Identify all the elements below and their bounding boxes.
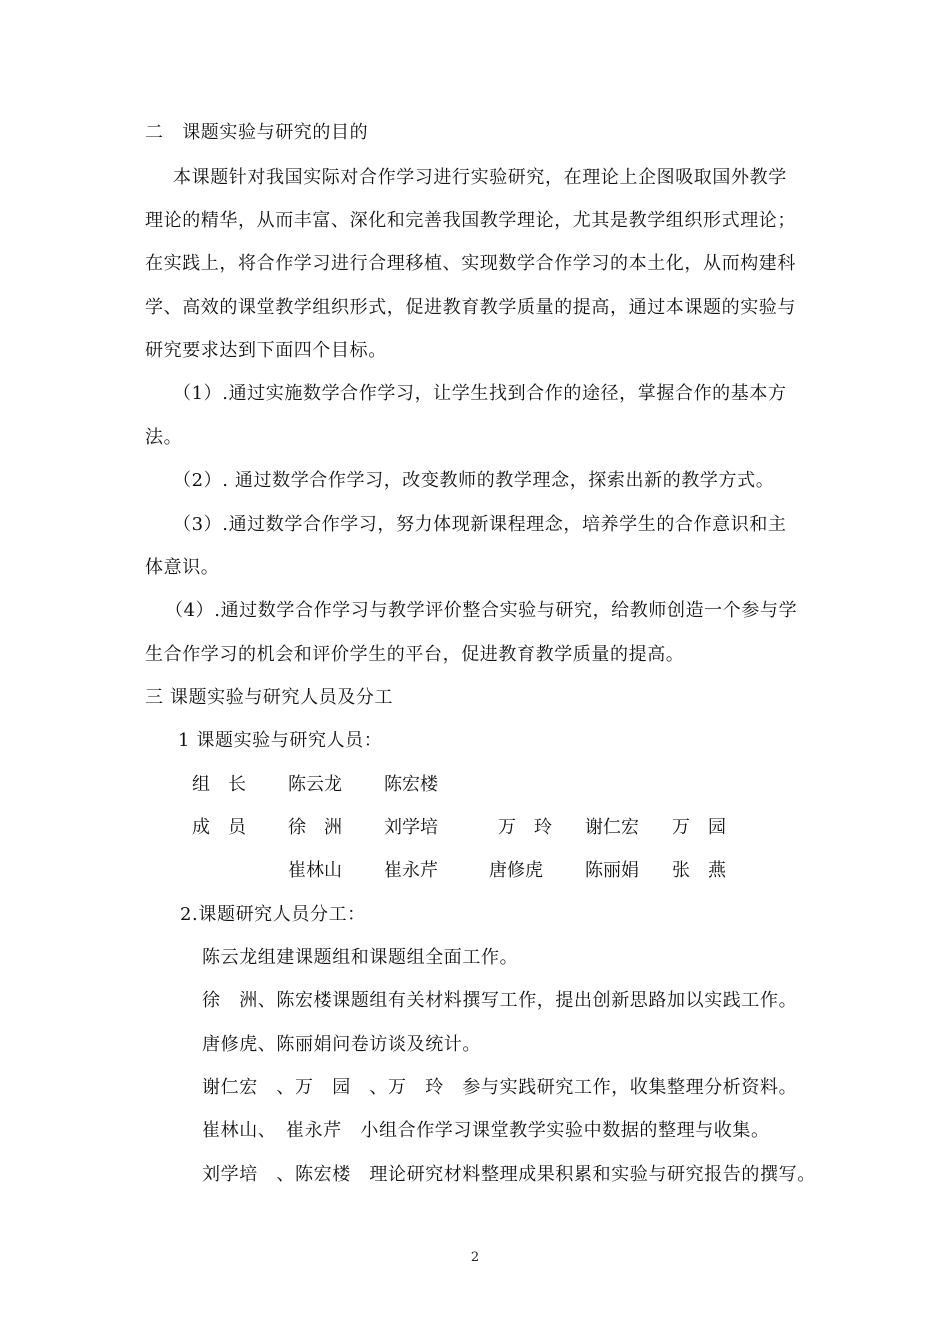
goal-line: （2）. 通过数学合作学习，改变教师的教学理念，探索出新的教学方式。 (173, 470, 775, 491)
member-name: 万 玲 (498, 817, 552, 838)
division-line: 陈云龙组建课题组和课题组全面工作。 (202, 947, 519, 968)
division-line: 徐 洲、陈宏楼课题组有关材料撰写工作，提出创新思路加以实践工作。 (202, 990, 798, 1011)
member-name: 万 园 (672, 817, 726, 838)
member-name: 张 燕 (672, 860, 726, 881)
member-name: 唐修虎 (489, 860, 543, 881)
member-name: 谢仁宏 (585, 817, 639, 838)
division-line: 谢仁宏 、万 园 、万 玲 参与实践研究工作，收集整理分析资料。 (202, 1077, 798, 1098)
section-heading: 二 课题实验与研究的目的 (145, 122, 369, 143)
goal-line: （4）.通过数学合作学习与教学评价整合实验与研究，给教师创造一个参与学 (165, 600, 798, 621)
member-name: 崔永芹 (384, 860, 438, 881)
member-label: 成 员 (192, 817, 246, 838)
goal-line: （3）.通过数学合作学习，努力体现新课程理念，培养学生的合作意识和主 (173, 514, 787, 535)
subsection-title: 2.课题研究人员分工： (180, 904, 366, 925)
goal-line: 法。 (145, 427, 183, 448)
paragraph-line: 本课题针对我国实际对合作学习进行实验研究，在理论上企图吸取国外教学 (173, 167, 787, 188)
leader-label: 组 长 (192, 774, 246, 795)
division-line: 唐修虎、陈丽娟问卷访谈及统计。 (202, 1034, 481, 1055)
member-name: 徐 洲 (288, 817, 342, 838)
division-line: 崔林山、 崔永芹 小组合作学习课堂教学实验中数据的整理与收集。 (202, 1120, 770, 1141)
paragraph-line: 研究要求达到下面四个目标。 (145, 340, 387, 361)
leader-name: 陈宏楼 (384, 774, 438, 795)
paragraph-line: 理论的精华，从而丰富、深化和完善我国教学理论，尤其是教学组织形式理论； (145, 210, 796, 231)
division-line: 刘学培 、陈宏楼 理论研究材料整理成果积累和实验与研究报告的撰写。 (202, 1164, 816, 1185)
goal-line: 体意识。 (145, 557, 220, 578)
paragraph-line: 在实践上，将合作学习进行合理移植、实现数学合作学习的本土化，从而构建科 (145, 253, 796, 274)
member-name: 崔林山 (288, 860, 342, 881)
leader-name: 陈云龙 (288, 774, 342, 795)
goal-line: （1）.通过实施数学合作学习，让学生找到合作的途径，掌握合作的基本方 (173, 383, 787, 404)
subsection-title: 1 课题实验与研究人员： (178, 730, 383, 751)
paragraph-line: 学、高效的课堂教学组织形式，促进教育教学质量的提高，通过本课题的实验与 (145, 297, 796, 318)
member-name: 刘学培 (384, 817, 438, 838)
goal-line: 生合作学习的机会和评价学生的平台，促进教育教学质量的提高。 (145, 644, 685, 665)
member-name: 陈丽娟 (585, 860, 639, 881)
section-heading: 三 课题实验与研究人员及分工 (145, 687, 394, 708)
page-number: 2 (470, 1250, 480, 1265)
